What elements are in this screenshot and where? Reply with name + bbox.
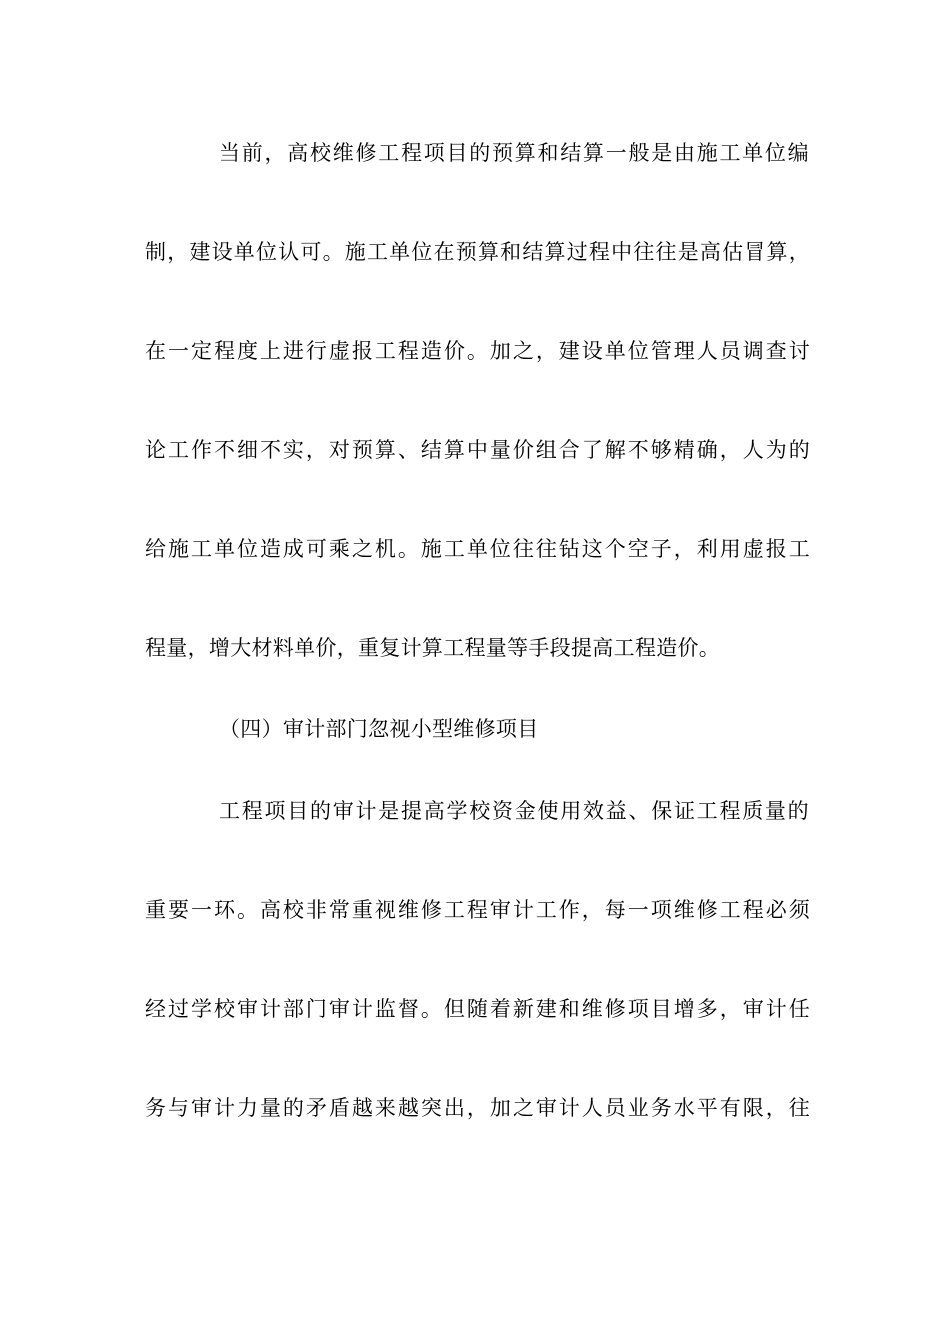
paragraph-2-line-4: 务与审计力量的矛盾越来越突出，加之审计人员业务水平有限，往	[145, 1096, 810, 1120]
paragraph-2-line-2: 重要一环。高校非常重视维修工程审计工作，每一项维修工程必须	[145, 898, 810, 922]
paragraph-1-line-3: 在一定程度上进行虚报工程造价。加之，建设单位管理人员调查讨	[145, 339, 810, 363]
paragraph-1-line-2: 制，建设单位认可。施工单位在预算和结算过程中往往是高估冒算，	[145, 240, 810, 264]
paragraph-1-line-6: 程量，增大材料单价，重复计算工程量等手段提高工程造价。	[145, 636, 721, 660]
paragraph-2-line-3: 经过学校审计部门审计监督。但随着新建和维修项目增多，审计任	[145, 997, 810, 1021]
paragraph-1-line-1: 当前，高校维修工程项目的预算和结算一般是由施工单位编	[219, 141, 809, 165]
paragraph-1-line-5: 给施工单位造成可乘之机。施工单位往往钻这个空子，利用虚报工	[145, 537, 810, 561]
paragraph-1-line-4: 论工作不细不实，对预算、结算中量价组合了解不够精确，人为的	[145, 438, 810, 462]
paragraph-2-line-1: 工程项目的审计是提高学校资金使用效益、保证工程质量的	[219, 799, 809, 823]
section-heading: （四）审计部门忽视小型维修项目	[219, 717, 539, 741]
